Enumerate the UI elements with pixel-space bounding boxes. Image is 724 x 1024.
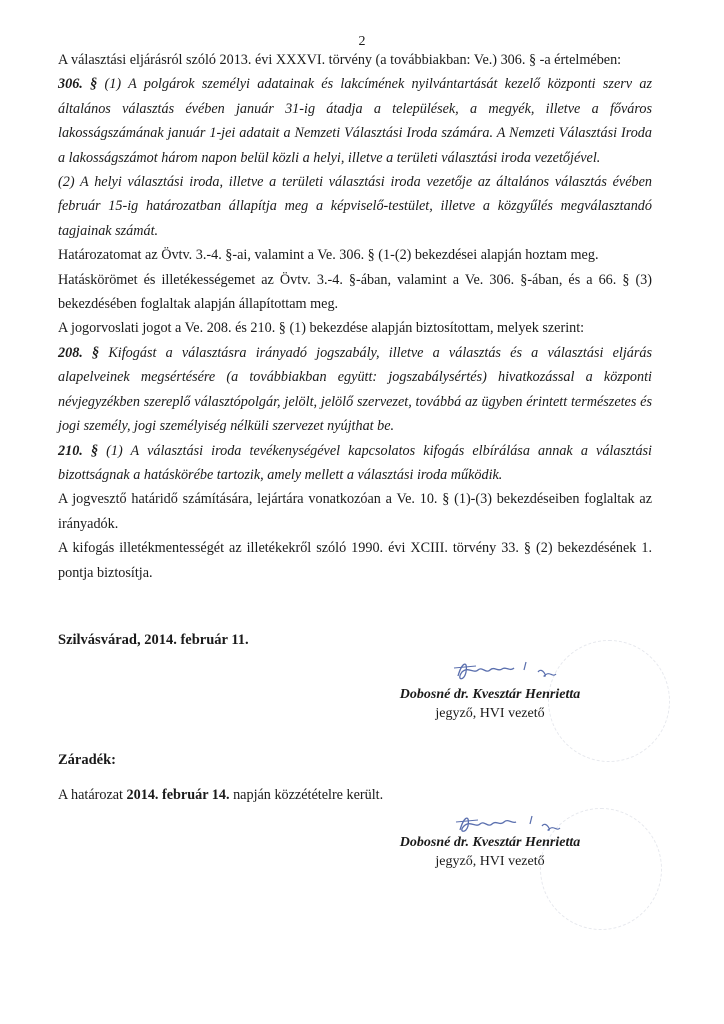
paragraph-306 [58, 72, 652, 170]
paragraph-fee-exemption: A kifogás illetékmentességét az illetékekről szóló 1990. évi XCIII. törvény 33. § (2) bekezdésének 1. pontja biztosítja. [58, 540, 652, 581]
publication-text-before: A határozat [58, 787, 127, 803]
legal-text-body [58, 48, 652, 585]
signature-block-1 [360, 685, 620, 723]
section-number-208: 208. § [58, 344, 100, 361]
section-text-208: Kifogást a választásra irányadó jogszabály, illetve a választás és a választási eljárás alapelveinek megsértésére (a továbbiakban együtt: jogszabálysértés) hivatkozással a központi névjegyzékben szereplő választópolgár, jelölt, jelölő szervezet, továbbá az ügyben érintett természetes és jogi személy, jogi személyiség nélküli szervezet nyújthat be. [58, 344, 653, 435]
signatory-name: Dobosné dr. Kvesztár Henrietta [399, 835, 581, 850]
place-and-date: Szilvásvárad, 2014. február 11. [58, 632, 249, 648]
paragraph-208 [58, 341, 652, 439]
paragraph-competence: Hatáskörömet és illetékességemet az Övtv. 3.-4. §-ában, valamint a Ve. 306. §-ában, és a 66. § (3) bekezdésében foglaltak alapján állapítottam meg. [58, 271, 652, 313]
section-number-210: 210. § [58, 442, 99, 459]
signatory-title: jegyző, HVI vezető [435, 854, 545, 869]
section-text-306: (1) A polgárok személyi adatainak és lakcímének nyilvántartását kezelő központi szerv az általános választás évében január 31-ig átadja a települések, a megyék, illetve a főváros lakosságszámának január 1-jei adatait a Nemzeti Választási Iroda számára. A Nemzeti Választási Iroda a lakosságszámot három napon belül közli a helyi, illetve a területi választási iroda vezetőjével. [58, 76, 652, 166]
paragraph-decision-basis: Határozatomat az Övtv. 3.-4. §-ai, valamint a Ve. 306. § (1-(2) bekezdései alapján hoztam meg. [58, 247, 599, 264]
signature-block-2 [360, 833, 620, 871]
publication-note [58, 787, 383, 804]
signatory-title: jegyző, HVI vezető [435, 706, 545, 721]
paragraph-210 [58, 439, 652, 488]
paragraph-remedy: A jogorvoslati jogot a Ve. 208. és 210. § (1) bekezdése alapján biztosítottam, melyek szerint: [58, 320, 585, 337]
closing-heading: Záradék: [58, 752, 116, 768]
publication-date: 2014. február 14. [126, 787, 230, 803]
section-number-306: 306. § [58, 76, 98, 93]
handwritten-signature [452, 656, 562, 688]
paragraph-ve-reference: A választási eljárásról szóló 2013. évi XXXVI. törvény (a továbbiakban: Ve.) 306. § -a értelmében: [58, 52, 622, 68]
paragraph-deadline: A jogvesztő határidő számítására, lejártára vonatkozóan a Ve. 10. § (1)-(3) bekezdéseiben foglaltak az irányadók. [58, 491, 652, 532]
signatory-name: Dobosné dr. Kvesztár Henrietta [399, 687, 581, 702]
page-number: 2 [358, 34, 366, 49]
section-text-210: (1) A választási iroda tevékenységével kapcsolatos kifogás elbírálása annak a választási bizottságnak a hatáskörébe tartozik, amely mellett a választási iroda működik. [58, 442, 652, 483]
publication-text-after: napján közzétételre került. [229, 787, 384, 803]
paragraph-306-2: (2) A helyi választási iroda, illetve a területi választási iroda vezetője az általános választás évében február 15-ig határozatban állapítja meg a képviselő-testület, illetve a közgyűlés megválasztandó tagjainak számát. [58, 174, 652, 239]
